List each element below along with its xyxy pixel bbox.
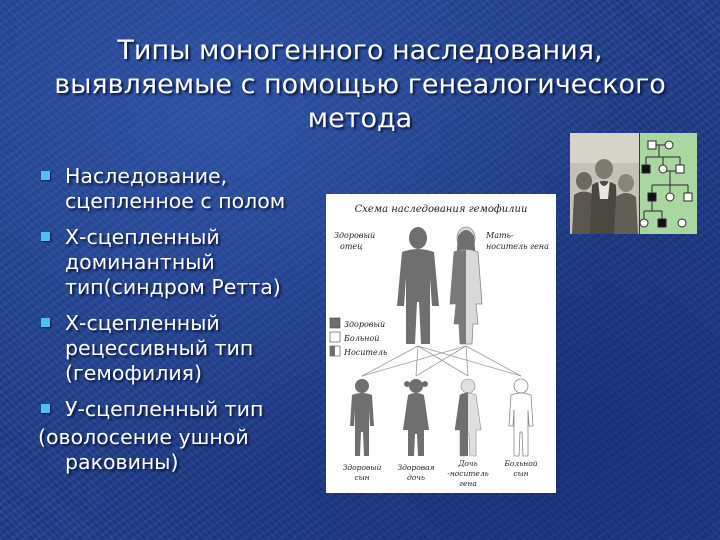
bullet-item bbox=[38, 311, 338, 386]
bullet-line: сцепленное с полом bbox=[65, 189, 286, 213]
child-label: Здоровая bbox=[397, 463, 435, 472]
mother-label: Мать- bbox=[486, 231, 514, 240]
child-label: Больной bbox=[504, 459, 538, 468]
bullet-square-icon bbox=[41, 171, 50, 180]
continuation-line: раковины) bbox=[65, 450, 179, 474]
family-photo bbox=[570, 133, 639, 234]
child-carrier-daughter bbox=[455, 379, 481, 456]
child-healthy-daughter bbox=[403, 379, 429, 456]
pedigree-chart-icon bbox=[640, 133, 697, 234]
bullet-line: Х-сцепленный bbox=[65, 311, 220, 335]
bullet-line: рецессивный тип bbox=[65, 336, 254, 360]
bullet-square-icon bbox=[41, 232, 50, 241]
child-label: Здоровый bbox=[342, 463, 382, 472]
continuation-line: (оволосение ушной bbox=[38, 425, 249, 449]
bullet-line: Наследование, bbox=[65, 164, 228, 188]
slide-title bbox=[20, 34, 700, 136]
child-label: гена bbox=[459, 479, 477, 488]
child-label: сын bbox=[513, 469, 529, 478]
child-label: дочь bbox=[406, 473, 426, 482]
bullet-list bbox=[38, 164, 338, 433]
bullet-line: доминантный bbox=[65, 250, 215, 274]
scheme-title: Схема наследования гемофилии bbox=[354, 204, 528, 215]
bullet-line: Х-сцепленный bbox=[65, 225, 220, 249]
father-label: Здоровый bbox=[334, 231, 376, 240]
bullet-line: тип(синдром Ретта) bbox=[65, 275, 281, 299]
bullet-square-icon bbox=[41, 318, 50, 327]
legend-label: Здоровый bbox=[344, 320, 386, 329]
child-sick-son bbox=[509, 379, 533, 456]
legend-sick-swatch bbox=[330, 332, 340, 342]
legend-carrier-half bbox=[330, 346, 335, 356]
bullet-continuation bbox=[38, 425, 338, 475]
child-label: -носитель bbox=[447, 469, 489, 478]
child-label: сын bbox=[354, 473, 370, 482]
title-line: метода bbox=[307, 103, 413, 134]
bullet-item bbox=[38, 225, 338, 300]
title-line: выявляемые с помощью генеалогического bbox=[54, 69, 666, 100]
bullet-item bbox=[38, 397, 338, 422]
bullet-line: (гемофилия) bbox=[65, 361, 202, 385]
mother-figure bbox=[450, 227, 482, 344]
bullet-item bbox=[38, 164, 338, 214]
legend bbox=[330, 318, 387, 357]
hemophilia-scheme bbox=[326, 194, 556, 493]
bullet-square-icon bbox=[41, 404, 50, 413]
legend-label: Носитель bbox=[344, 348, 388, 357]
bullet-line: У-сцепленный тип bbox=[65, 397, 264, 421]
father-figure bbox=[397, 227, 439, 344]
legend-label: Больной bbox=[344, 334, 380, 343]
child-healthy-son bbox=[350, 379, 374, 456]
legend-healthy-swatch bbox=[330, 318, 340, 328]
father-label: отец bbox=[340, 242, 363, 251]
mother-label: носитель гена bbox=[486, 242, 549, 251]
title-line: Типы моногенного наследования, bbox=[117, 35, 603, 66]
child-label: Дочь bbox=[458, 459, 478, 468]
